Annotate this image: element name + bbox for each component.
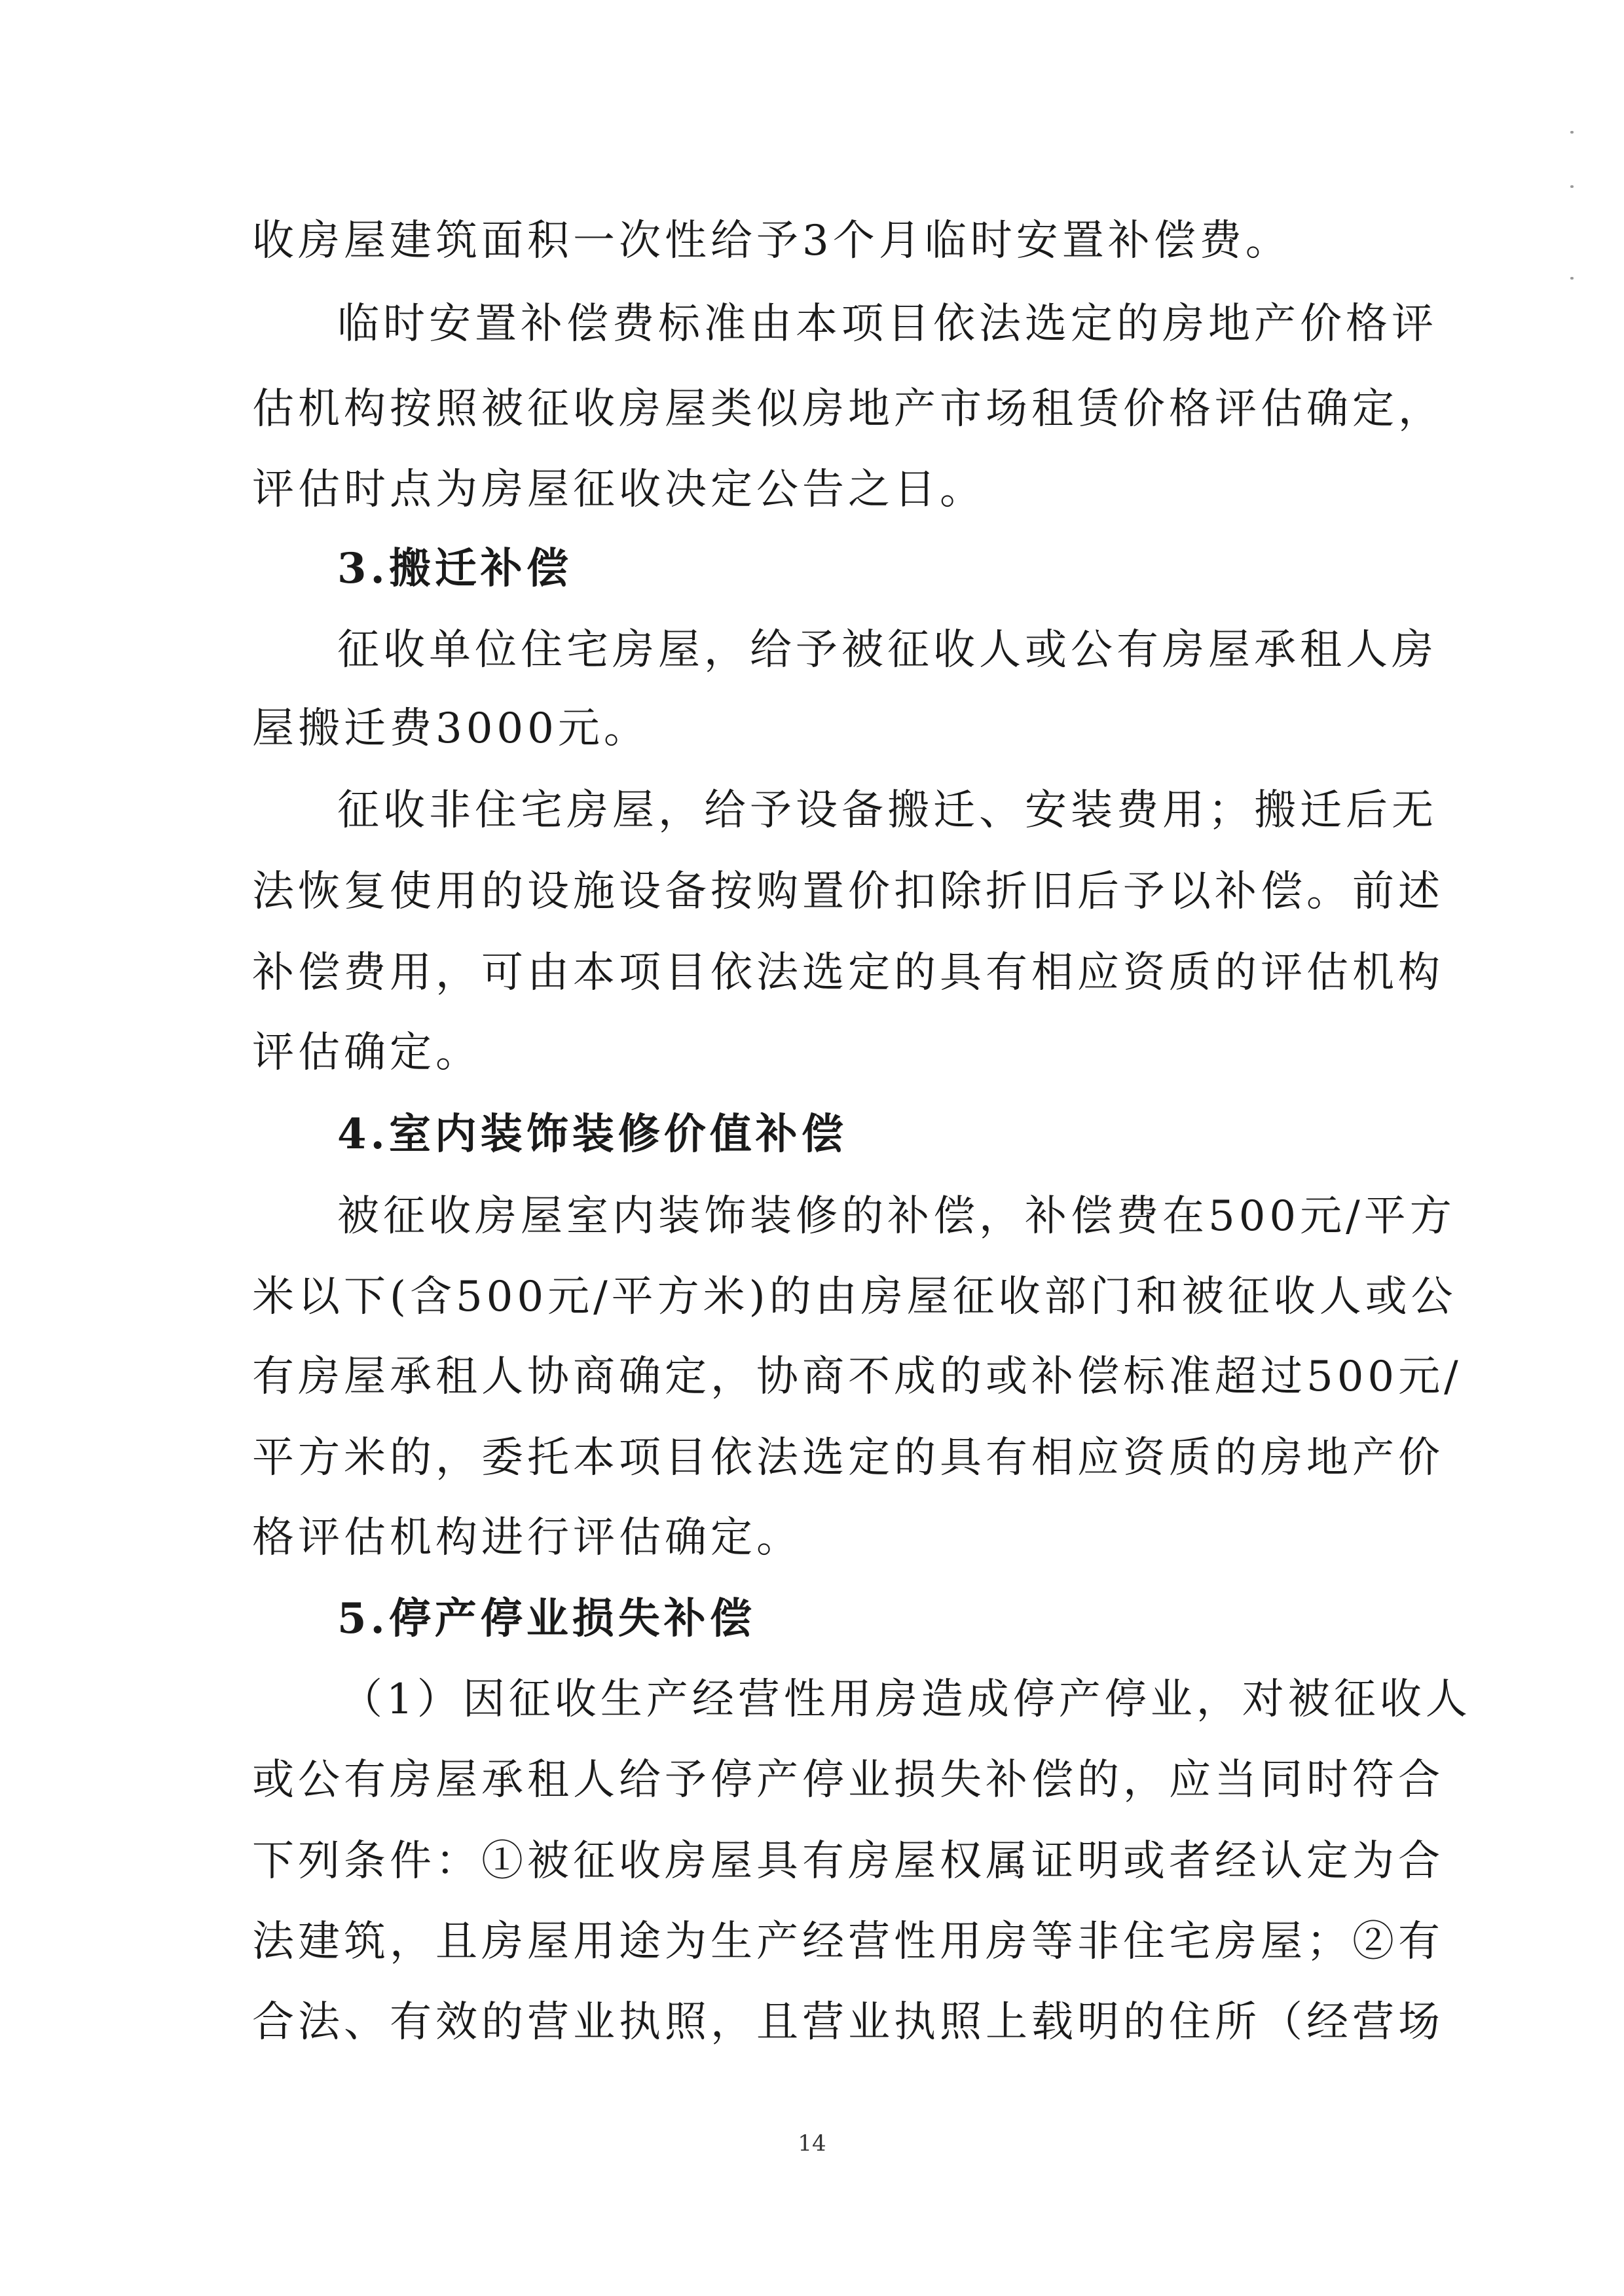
body-text-line: 被征收房屋室内装饰装修的补偿，补偿费在500元/平方	[337, 1192, 1456, 1241]
body-text-line: 有房屋承租人协商确定，协商不成的或补偿标准超过500元/	[252, 1353, 1462, 1401]
body-text-line: 或公有房屋承租人给予停产停业损失补偿的，应当同时符合	[252, 1756, 1444, 1804]
section-heading: 5.停产停业损失补偿	[337, 1594, 756, 1643]
section-heading: 4.室内装饰装修价值补偿	[337, 1110, 847, 1159]
body-text-line: 征收非住宅房屋，给予设备搬迁、安装费用；搬迁后无	[337, 786, 1437, 835]
section-heading: 3.搬迁补偿	[337, 544, 572, 593]
body-text-line: 临时安置补偿费标准由本项目依法选定的房地产价格评	[337, 300, 1437, 348]
body-text-line: 合法、有效的营业执照，且营业执照上载明的住所（经营场	[252, 1998, 1444, 2047]
scan-speck	[1570, 131, 1574, 134]
body-text-line: 屋搬迁费3000元。	[252, 704, 650, 753]
body-text-line: 法恢复使用的设施设备按购置价扣除折旧后予以补偿。前述	[252, 867, 1444, 916]
page-number: 14	[798, 2130, 826, 2157]
body-text-line: 补偿费用，可由本项目依法选定的具有相应资质的评估机构	[252, 949, 1444, 997]
body-text-line: 平方米的，委托本项目依法选定的具有相应资质的房地产价	[252, 1434, 1444, 1482]
body-text-line: 收房屋建筑面积一次性给予3个月临时安置补偿费。	[252, 217, 1291, 265]
body-text-line: 下列条件：①被征收房屋具有房屋权属证明或者经认定为合	[252, 1837, 1444, 1886]
body-text-line: （1）因征收生产经营性用房造成停产停业，对被征收人	[341, 1675, 1471, 1724]
body-text-line: 米以下(含500元/平方米)的由房屋征收部门和被征收人或公	[252, 1273, 1457, 1321]
body-text-line: 格评估机构进行评估确定。	[252, 1514, 802, 1562]
body-text-line: 估机构按照被征收房屋类似房地产市场租赁价格评估确定，	[252, 385, 1444, 433]
body-text-line: 评估确定。	[252, 1029, 481, 1077]
body-text-line: 征收单位住宅房屋，给予被征收人或公有房屋承租人房	[337, 626, 1437, 674]
scan-speck	[1570, 185, 1574, 188]
scan-speck	[1570, 277, 1574, 280]
body-text-line: 法建筑，且房屋用途为生产经营性用房等非住宅房屋；②有	[252, 1918, 1444, 1966]
body-text-line: 评估时点为房屋征收决定公告之日。	[252, 465, 986, 514]
